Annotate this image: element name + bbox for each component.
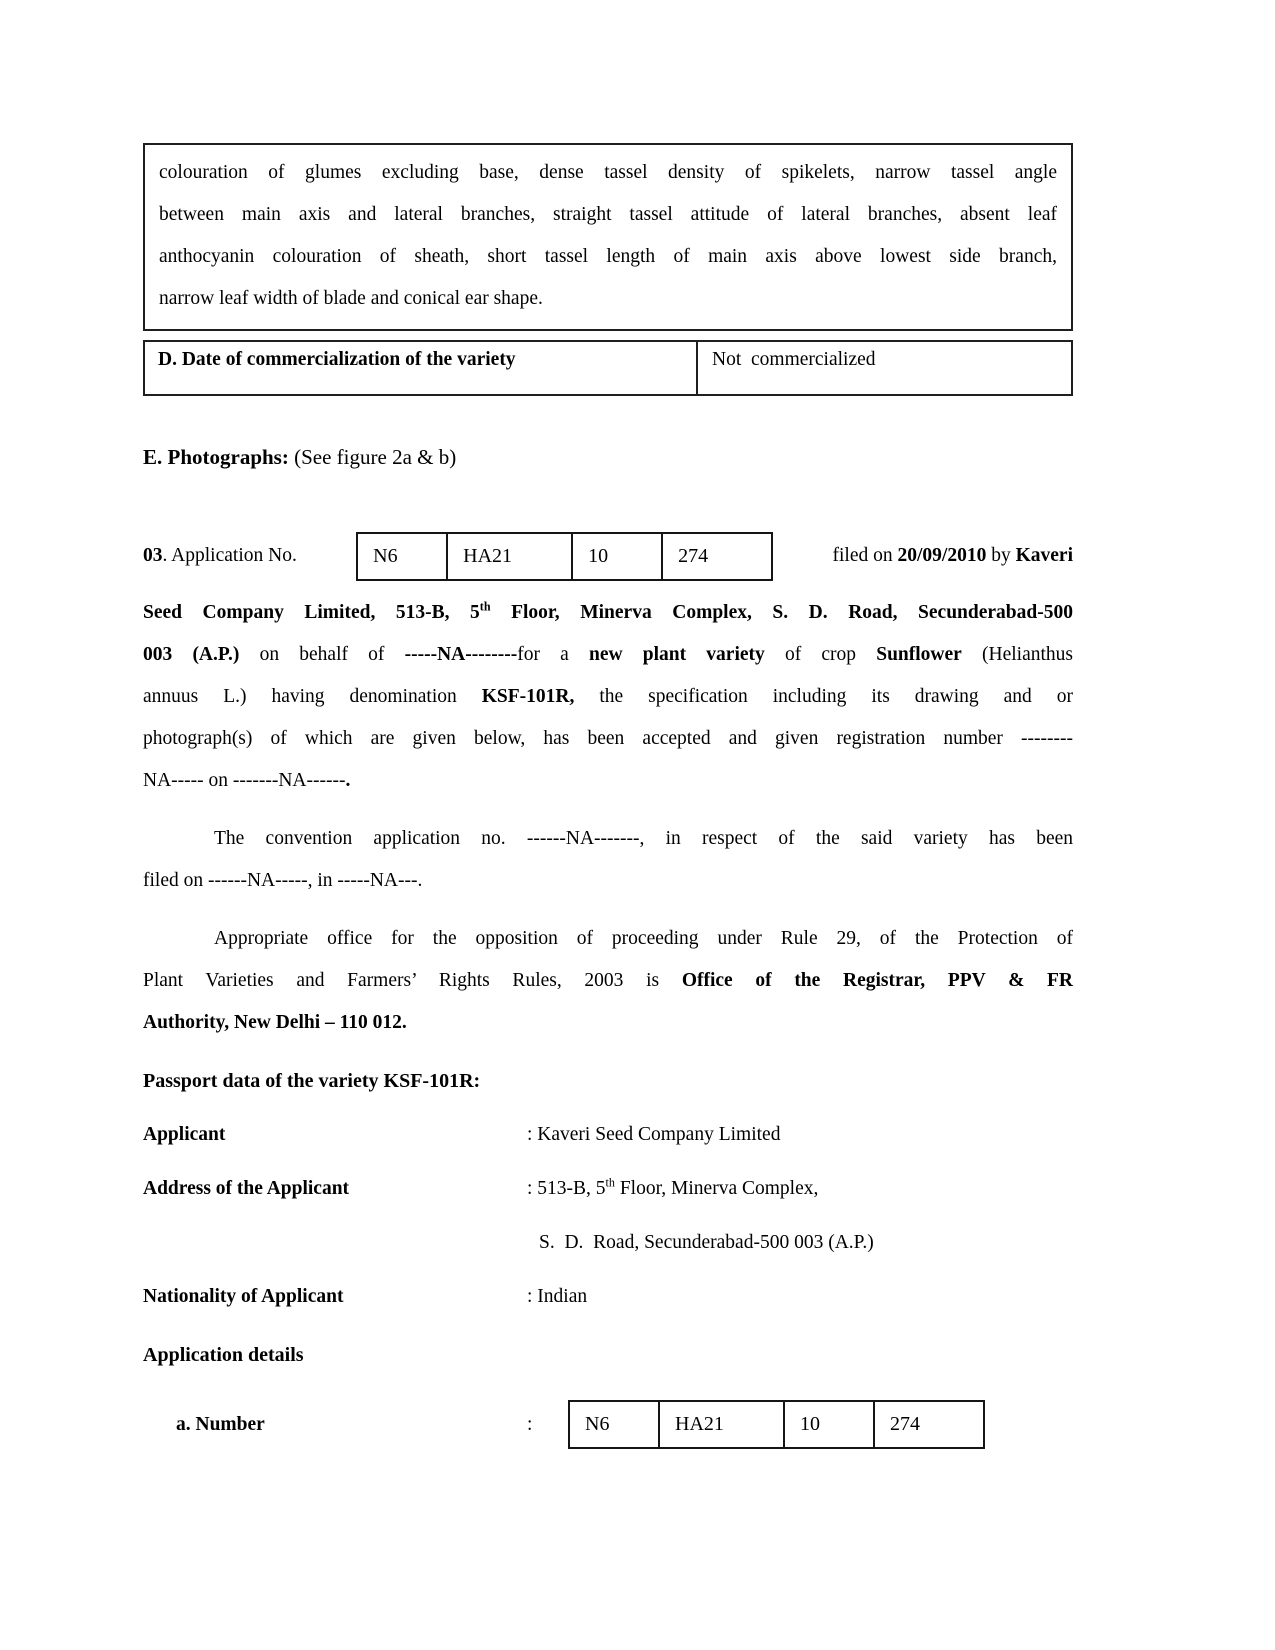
nationality-value: : Indian [527,1286,588,1307]
application-index: 03 [143,545,163,566]
paragraph-line: filed on ------NA-----, in -----NA---. [143,870,423,891]
application-no-line [143,524,1073,588]
continuation-line: narrow leaf width of blade and conical ear shape. [159,288,543,309]
paragraph-line [143,676,1073,718]
application-paragraph [143,524,1073,802]
photographs-note: (See figure 2a & b) [288,445,457,469]
opposition-paragraph [143,918,1073,1044]
text-segment: the specification including its drawing and or [574,686,1074,707]
photographs-label: E. Photographs: [143,445,289,469]
applicant-name-start: Kaveri [1015,545,1073,566]
paragraph-line: Appropriate office for the opposition of proceeding under Rule 29, of the Protection of [214,928,1073,949]
paragraph-line [143,760,1073,802]
denomination-text: KSF-101R, [481,686,575,707]
continuation-line: between main axis and lateral branches, straight tassel attitude of lateral branches, absent leaf [159,204,1057,225]
application-no-label [143,545,297,567]
applicant-row [143,1114,1073,1156]
text-segment: of crop [764,644,877,665]
text-segment: 003 (A.P.) [143,644,240,665]
paragraph-line: Authority, New Delhi – 110 012. [143,1012,407,1033]
commercialization-row [143,340,1073,396]
paragraph-line: The convention application no. ------NA-------, in respect of the said variety has been [214,828,1073,849]
filed-on-label: filed on [832,545,898,566]
table-cell: 10 [573,534,663,579]
address-value [527,1168,818,1210]
filed-date: 20/09/2010 [897,545,987,566]
application-details-heading: Application details [143,1344,304,1366]
table-cell: HA21 [660,1402,785,1447]
registrar-office-text: Office of the Registrar, PPV & FR [681,970,1073,991]
applicant-value: : Kaveri Seed Company Limited [527,1124,781,1145]
address-row [143,1168,1073,1210]
text-segment: Sunflower [876,644,962,665]
text-segment: -----NA-------- [404,644,518,665]
by-text: by [986,545,1016,566]
paragraph-line: photograph(s) of which are given below, has been accepted and given registration number -------- [143,728,1073,749]
table-cell: HA21 [448,534,573,579]
text-segment: Seed Company Limited, 513-B, 5 [143,602,480,623]
table-cell: N6 [358,534,448,579]
text-segment: annuus L.) having denomination [143,686,482,707]
superscript: th [605,1175,615,1190]
text-segment: Plant Varieties and Farmers’ Rights Rules, 2003 is [143,970,682,991]
paragraph-line [143,592,1073,634]
application-no-text: . Application No. [162,545,297,566]
address-value-line2: S. D. Road, Secunderabad-500 003 (A.P.) [539,1232,874,1253]
text-segment: . [345,770,351,791]
address-label: Address of the Applicant [143,1178,350,1199]
commercialization-label: D. Date of commercialization of the variety [145,342,698,394]
text-segment: for a [517,644,589,665]
nationality-row [143,1276,1073,1318]
text-segment: on behalf of [239,644,405,665]
table-cell: 274 [890,1413,920,1435]
table-cell: 10 [785,1402,875,1447]
continuation-box [143,143,1073,331]
superscript: th [479,599,491,614]
text-segment: Floor, Minerva Complex, S. D. Road, Secunderabad-500 [490,602,1073,623]
document-content [143,143,1073,1449]
applicant-label: Applicant [143,1124,226,1145]
text-segment: NA----- on -------NA------ [143,770,346,791]
number-row [143,1400,1073,1449]
photographs-heading [143,442,1073,472]
table-cell: N6 [570,1402,660,1447]
table-cell: 274 [678,544,709,567]
number-colon: : [527,1413,533,1435]
filed-on-text [833,545,1073,567]
commercialization-value: Not commercialized [712,349,876,370]
paragraph-line [143,960,1073,1002]
number-label: a. Number [176,1413,265,1435]
application-number-table [356,532,773,581]
text-segment: Floor, Minerva Complex, [614,1178,819,1199]
continuation-line: colouration of glumes excluding base, dense tassel density of spikelets, narrow tassel angle [159,162,1057,183]
convention-paragraph [143,818,1073,902]
paragraph-line [143,634,1073,676]
text-segment: (Helianthus [961,644,1073,665]
details-number-table [568,1400,985,1449]
text-segment: new plant variety [588,644,765,665]
passport-heading: Passport data of the variety KSF-101R: [143,1070,481,1092]
continuation-line: anthocyanin colouration of sheath, short tassel length of main axis above lowest side branch, [159,246,1057,267]
text-segment: : 513-B, 5 [527,1178,606,1199]
nationality-label: Nationality of Applicant [143,1286,344,1307]
